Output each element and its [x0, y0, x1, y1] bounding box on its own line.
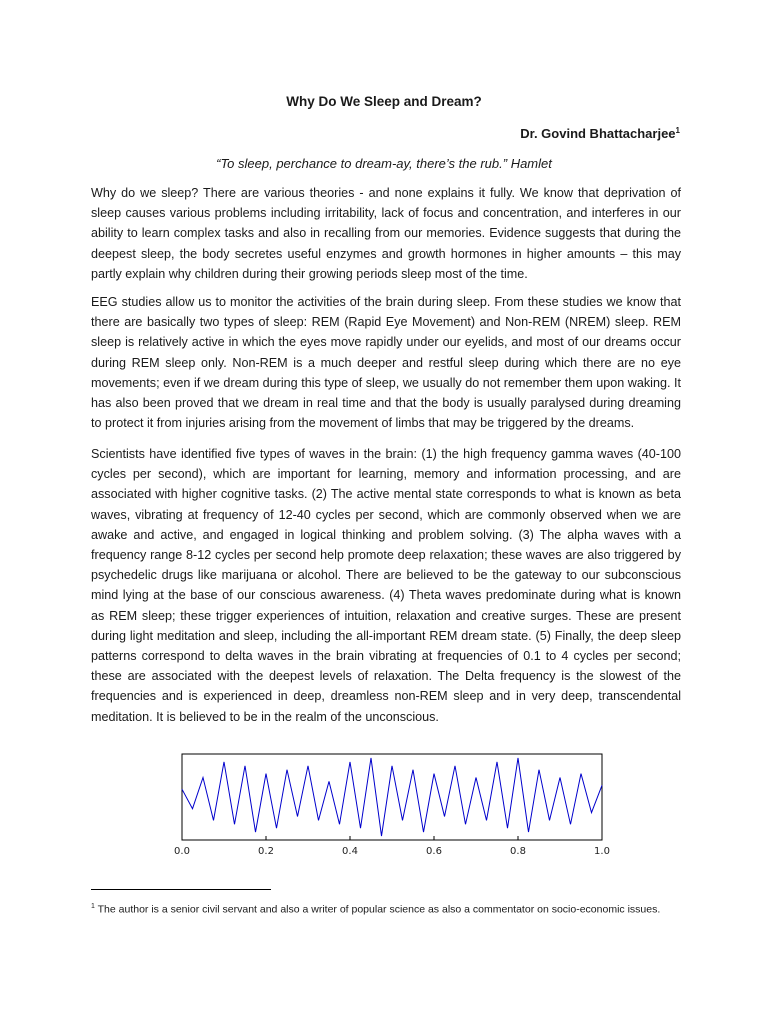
author-name: Dr. Govind Bhattacharjee [520, 126, 676, 141]
footnote-text: The author is a senior civil servant and also a writer of popular science as also a commentator on socio-economic issues. [97, 903, 661, 916]
footnote [91, 899, 681, 918]
x-tick-label-0: 0.0 [174, 846, 190, 857]
series-line-0 [182, 758, 602, 836]
paragraph-1: Why do we sleep? There are various theories - and none explains it fully. We know that deprivation of sleep causes various problems including irritability, lack of focus and concentration, and interferes in our ability to learn complex tasks and also in recalling from our memories. Evidence suggests that during the deepest sleep, the body secretes useful enzymes and growth hormones in higher amounts – this may partly explain why children during their growing periods sleep most of the time. [91, 186, 681, 281]
author-footnote-mark: 1 [675, 126, 680, 135]
document-title: Why Do We Sleep and Dream? [286, 94, 482, 109]
x-tick-label-4: 0.8 [510, 846, 526, 857]
footnote-rule [91, 889, 271, 890]
paragraph-3: Scientists have identified five types of waves in the brain: (1) the high frequency gamma waves (40-100 cycles per second), which are important for learning, memory and information processing, and are associated with higher cognitive tasks. (2) The active mental state corresponds to what is known as beta waves, vibrating at frequency of 12-40 cycles per second, which are commonly observed when we are awake and active, and engaged in logical thinking and problem solving. (3) The alpha waves with a frequency range 8-12 cycles per second help promote deep relaxation; these waves are also triggered by psychedelic drugs like marijuana or alcohol. There are believed to be the gateway to our subconscious mind lying at the base of our conscious awareness. (4) Theta waves predominate during what is known as REM sleep; these trigger experiences of intuition, relaxation and creative surges. These are present during light meditation and sleep, including the all-important REM dream state. (5) Finally, the deep sleep patterns correspond to delta waves in the brain vibrating at frequencies of 0.1 to 4 cycles per second; these are associated with the deepest levels of relaxation. The Delta frequency is the slowest of the frequencies and is experienced in deep, dreamless non-REM sleep and in very deep, transcendental meditation. It is believed to be in the realm of the unconscious. [91, 447, 681, 724]
footnote-mark: 1 [91, 903, 95, 910]
paragraph-2: EEG studies allow us to monitor the activities of the brain during sleep. From these studies we know that there are basically two types of sleep: REM (Rapid Eye Movement) and Non-REM (NREM) sleep. REM sleep is relatively active in which the eyes move rapidly under our eyelids, and most of our dreams occur during REM sleep only. Non-REM is a much deeper and restful sleep during which there are no eye movements; even if we dream during this type of sleep, we usually do not remember them upon waking. It has also been proved that we dream in real time and that the body is usually paralysed during dreaming to protect it from injuries arising from the movement of limbs that may be triggered by the dreams. [91, 295, 681, 431]
brainwave-chart [172, 752, 612, 862]
x-tick-label-3: 0.6 [426, 846, 442, 857]
brainwave-chart-svg [172, 752, 612, 862]
author-line [520, 126, 680, 141]
x-tick-label-5: 1.0 [594, 846, 610, 857]
x-tick-label-2: 0.4 [342, 846, 358, 857]
x-tick-label-1: 0.2 [258, 846, 274, 857]
epigraph: “To sleep, perchance to dream-ay, there’s the rub.” Hamlet [216, 156, 552, 171]
